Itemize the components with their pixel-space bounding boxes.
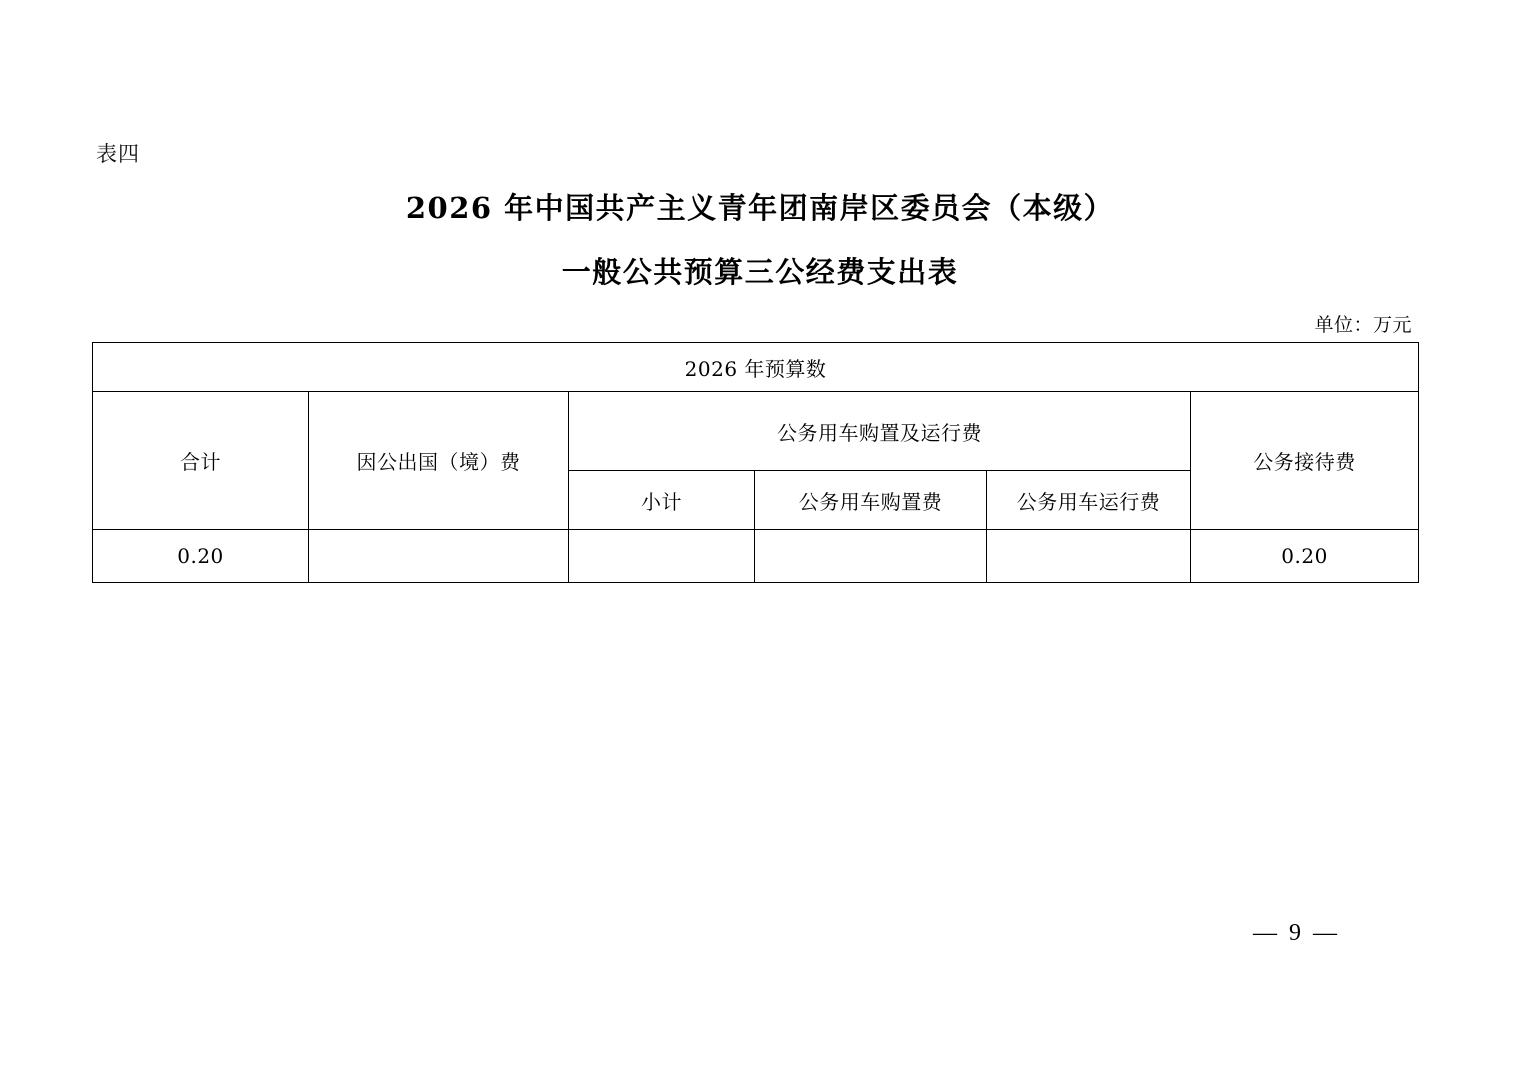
header-vehicle-operation: 公务用车运行费 xyxy=(987,471,1191,530)
cell-reception: 0.20 xyxy=(1191,530,1419,583)
table-row xyxy=(93,530,1419,583)
header-reception: 公务接待费 xyxy=(1191,392,1419,530)
page-title-line2: 一般公共预算三公经费支出表 xyxy=(561,255,959,289)
table-label: 表四 xyxy=(96,142,140,166)
cell-abroad xyxy=(309,530,569,583)
unit-note: 单位：万元 xyxy=(1314,314,1412,336)
table-row-group-header xyxy=(93,343,1419,392)
cell-total: 0.20 xyxy=(93,530,309,583)
header-vehicle-subtotal: 小计 xyxy=(569,471,755,530)
header-vehicle-group: 公务用车购置及运行费 xyxy=(569,392,1191,471)
cell-vehicle-purchase xyxy=(755,530,987,583)
group-header-cell: 2026 年预算数 xyxy=(93,343,1419,392)
page-title-line1: 2026 年中国共产主义青年团南岸区委员会（本级） xyxy=(405,191,1115,225)
cell-vehicle-operation xyxy=(987,530,1191,583)
header-vehicle-purchase: 公务用车购置费 xyxy=(755,471,987,530)
table-row-header-main xyxy=(93,392,1419,471)
page-number: — 9 — xyxy=(1253,920,1340,946)
header-abroad: 因公出国（境）费 xyxy=(309,392,569,530)
budget-table xyxy=(92,342,1419,583)
cell-vehicle-subtotal xyxy=(569,530,755,583)
header-total: 合计 xyxy=(93,392,309,530)
